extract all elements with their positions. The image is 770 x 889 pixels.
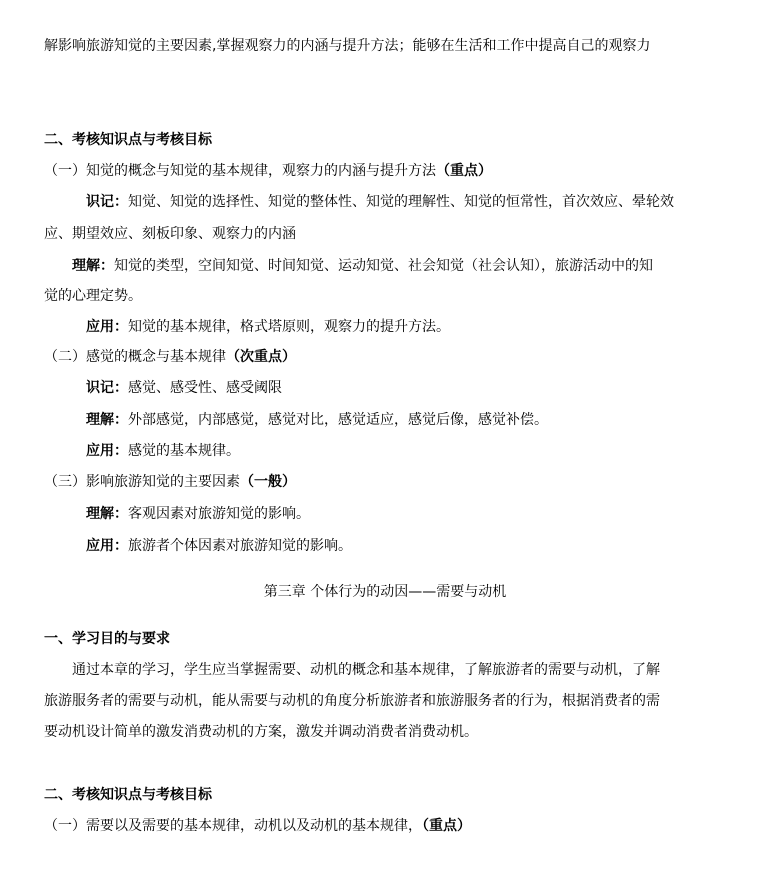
chapter3-item1-title: （一）需要以及需要的基本规律，动机以及动机的基本规律， <box>44 818 422 834</box>
item2-understand-line <box>86 410 750 430</box>
chapter3-goals-line1: 通过本章的学习，学生应当掌握需要、动机的概念和基本规律，了解旅游者的需要与动机，了解 <box>72 662 660 678</box>
item2-understand-label: 理解： <box>86 412 128 428</box>
item3-apply-text: 旅游者个体因素对旅游知觉的影响。 <box>128 538 352 554</box>
item2-heading <box>44 347 750 367</box>
item1-recall-line1 <box>86 192 750 212</box>
item2-tag: （次重点） <box>226 349 296 365</box>
intro-tail-text: 解影响旅游知觉的主要因素,掌握观察力的内涵与提升方法；能够在生活和工作中提高自己的观察力 <box>44 38 651 54</box>
item1-apply-text: 知觉的基本规律，格式塔原则，观察力的提升方法。 <box>128 319 450 335</box>
item1-recall-text-1: 知觉、知觉的选择性、知觉的整体性、知觉的理解性、知觉的恒常性，首次效应、晕轮效 <box>128 194 674 210</box>
item2-recall-line <box>86 378 750 398</box>
item1-understand-line1 <box>72 256 750 276</box>
chapter3-goals-heading: 一、学习目的与要求 <box>44 631 170 647</box>
item1-recall-line2: 应、期望效应、刻板印象、观察力的内涵 <box>44 226 296 242</box>
item3-apply-label: 应用： <box>86 538 128 554</box>
item2-understand-text: 外部感觉，内部感觉，感觉对比，感觉适应，感觉后像，感觉补偿。 <box>128 412 548 428</box>
item3-understand-line <box>86 504 750 524</box>
item2-apply-text: 感觉的基本规律。 <box>128 443 240 459</box>
item2-recall-text: 感觉、感受性、感受阈限 <box>128 380 282 396</box>
item1-tag: （重点） <box>436 163 492 179</box>
item3-heading <box>44 472 750 492</box>
item1-understand-label: 理解： <box>72 258 114 274</box>
item1-understand-line2: 觉的心理定势。 <box>44 288 142 304</box>
chapter3-section2-heading: 二、考核知识点与考核目标 <box>44 787 212 803</box>
item2-apply-line <box>86 441 750 461</box>
section2-heading: 二、考核知识点与考核目标 <box>44 132 212 148</box>
item1-apply-line <box>86 317 750 337</box>
item1-apply-label: 应用： <box>86 319 128 335</box>
chapter3-item1-heading <box>44 816 750 836</box>
item1-heading <box>44 161 750 181</box>
chapter3-goals-line2: 旅游服务者的需要与动机，能从需要与动机的角度分析旅游者和旅游服务者的行为，根据消费者的需 <box>44 693 660 709</box>
item2-recall-label: 识记： <box>86 380 128 396</box>
chapter3-goals-line3: 要动机设计简单的激发消费动机的方案，激发并调动消费者消费动机。 <box>44 724 478 740</box>
chapter3-item1-tag: （重点） <box>422 818 471 834</box>
item3-title: （三）影响旅游知觉的主要因素 <box>44 474 240 490</box>
item1-understand-text-1: 知觉的类型，空间知觉、时间知觉、运动知觉、社会知觉（社会认知），旅游活动中的知 <box>114 258 653 274</box>
item3-apply-line <box>86 536 750 556</box>
item3-understand-label: 理解： <box>86 506 128 522</box>
item3-tag: （一般） <box>240 474 296 490</box>
item2-title: （二）感觉的概念与基本规律 <box>44 349 226 365</box>
chapter3-title: 第三章 个体行为的动因——需要与动机 <box>263 584 507 600</box>
item1-title: （一）知觉的概念与知觉的基本规律，观察力的内涵与提升方法 <box>44 163 436 179</box>
item3-understand-text: 客观因素对旅游知觉的影响。 <box>128 506 310 522</box>
item2-apply-label: 应用： <box>86 443 128 459</box>
item1-recall-label: 识记： <box>86 194 128 210</box>
